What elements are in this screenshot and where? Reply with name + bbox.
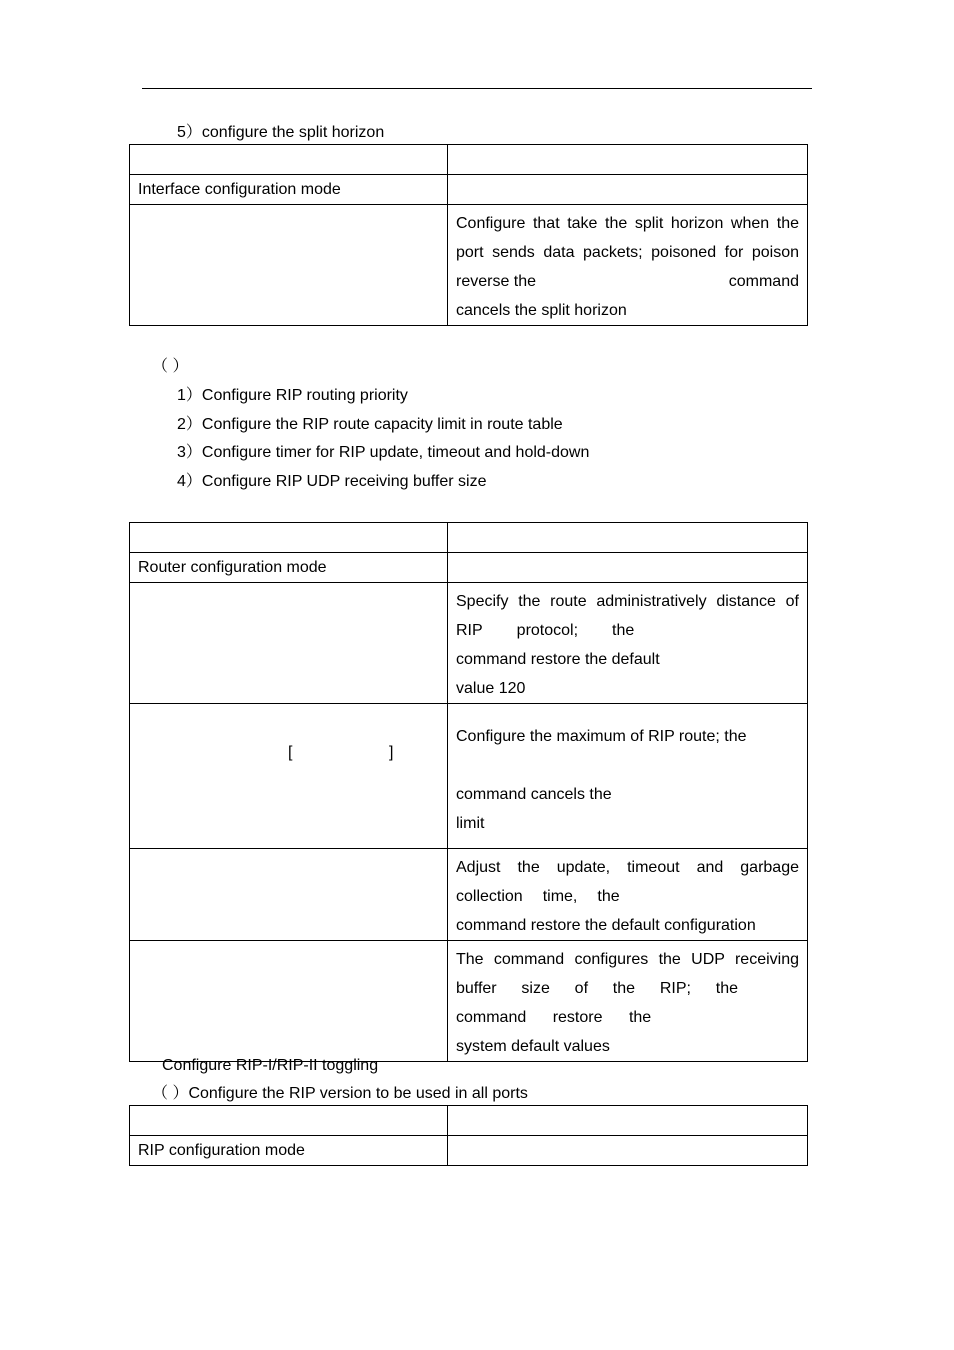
command-cell xyxy=(130,205,448,326)
table-header-cell xyxy=(130,523,448,553)
table-header-cell xyxy=(448,1106,808,1136)
maxroute-description-cell: Configure the maximum of RIP route; the command cancels the limit xyxy=(448,704,808,849)
list-item: 4）Configure RIP UDP receiving buffer size xyxy=(177,473,487,490)
mode-cell: RIP configuration mode xyxy=(130,1136,448,1166)
command-cell xyxy=(130,849,448,941)
list-item: 2）Configure the RIP route capacity limit in route table xyxy=(177,416,563,433)
bracket-close: ] xyxy=(389,744,394,761)
command-cell xyxy=(130,583,448,704)
buffer-description-cell: The command configures the UDP receiving buffer size of the RIP; the command restore the system default values xyxy=(448,941,808,1062)
distance-description-cell: Specify the route administratively distance of RIP protocol; the command restore the default value 120 xyxy=(448,583,808,704)
table-header-cell xyxy=(130,1106,448,1136)
list-item: 1）Configure RIP routing priority xyxy=(177,387,408,404)
split-horizon-table xyxy=(129,144,808,326)
table-header-cell xyxy=(448,523,808,553)
mode-cell-empty xyxy=(448,553,808,583)
description-cell: Configure that take the split horizon when the port sends data packets; poisoned for poison reverse the command cancels the split horizon xyxy=(448,205,808,326)
timer-description-cell: Adjust the update, timeout and garbage collection time, the command restore the default configuration xyxy=(448,849,808,941)
maxroute-command-cell xyxy=(130,704,448,849)
table-header-cell xyxy=(448,145,808,175)
table-header-cell xyxy=(130,145,448,175)
rip-version-table xyxy=(129,1105,808,1166)
section3-subheading: （ ）Configure the RIP version to be used in all ports xyxy=(152,1085,528,1102)
router-config-table xyxy=(129,522,808,1062)
mode-cell-empty xyxy=(448,175,808,205)
split-horizon-heading: 5）configure the split horizon xyxy=(177,124,385,141)
section-marker: （ ） xyxy=(152,358,189,375)
bracket-open: [ xyxy=(288,744,293,761)
section3-heading: Configure RIP-I/RIP-II toggling xyxy=(162,1057,379,1074)
command-cell xyxy=(130,941,448,1062)
header-rule xyxy=(142,88,812,89)
list-item: 3）Configure timer for RIP update, timeout and hold-down xyxy=(177,444,590,461)
mode-cell: Interface configuration mode xyxy=(130,175,448,205)
mode-cell: Router configuration mode xyxy=(130,553,448,583)
mode-cell-empty xyxy=(448,1136,808,1166)
